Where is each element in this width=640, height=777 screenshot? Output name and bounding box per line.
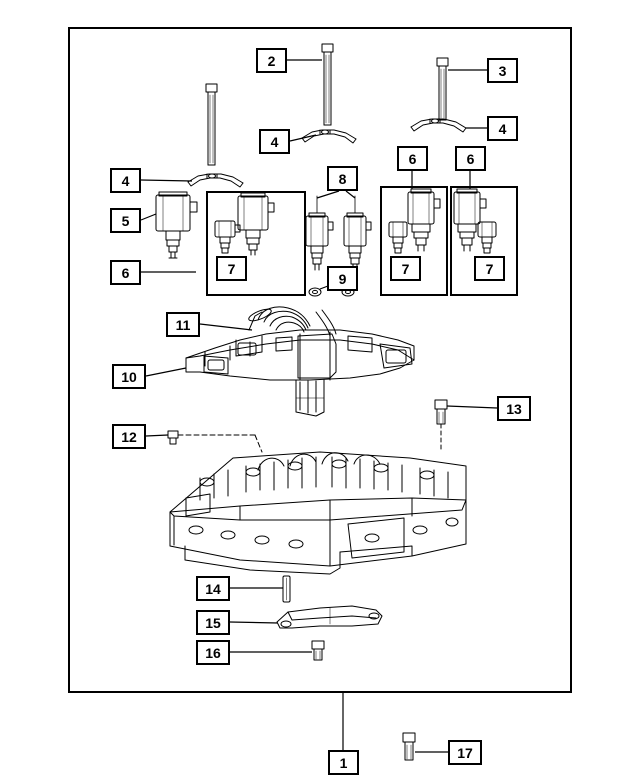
callout-label: 11 (175, 316, 191, 333)
callout-13[interactable] (497, 396, 531, 421)
callout-4a[interactable] (259, 129, 290, 154)
callout-17[interactable] (448, 740, 482, 765)
callout-label: 14 (205, 580, 221, 597)
callout-8[interactable] (327, 166, 358, 191)
callout-label: 12 (121, 428, 137, 445)
callout-label: 3 (498, 62, 507, 79)
part-bolt-17 (403, 733, 415, 760)
callout-label: 10 (121, 368, 137, 385)
callout-3[interactable] (487, 58, 518, 83)
callout-label: 6 (121, 264, 130, 281)
callout-label: 15 (205, 614, 221, 631)
callout-9[interactable] (327, 266, 358, 291)
callout-14[interactable] (196, 576, 230, 601)
callout-label: 4 (270, 133, 279, 150)
callout-label: 13 (506, 400, 522, 417)
callout-1[interactable] (328, 750, 359, 775)
callout-label: 4 (498, 120, 507, 137)
callout-label: 8 (338, 170, 347, 187)
callout-15[interactable] (196, 610, 230, 635)
callout-label: 4 (121, 172, 130, 189)
callout-7c[interactable] (474, 256, 505, 281)
callout-16[interactable] (196, 640, 230, 665)
callout-7a[interactable] (216, 256, 247, 281)
callout-11[interactable] (166, 312, 200, 337)
callout-label: 7 (401, 260, 410, 277)
callout-6c[interactable] (110, 260, 141, 285)
callout-label: 17 (457, 744, 473, 761)
callout-10[interactable] (112, 364, 146, 389)
callout-label: 7 (485, 260, 494, 277)
callout-12[interactable] (112, 424, 146, 449)
callout-label: 5 (121, 212, 130, 229)
callout-4c[interactable] (110, 168, 141, 193)
callout-label: 6 (466, 150, 475, 167)
callout-label: 7 (227, 260, 236, 277)
callout-4b[interactable] (487, 116, 518, 141)
callout-2[interactable] (256, 48, 287, 73)
callout-6b[interactable] (455, 146, 486, 171)
callout-label: 9 (338, 270, 347, 287)
callout-label: 6 (408, 150, 417, 167)
callout-label: 2 (267, 52, 276, 69)
callout-label: 1 (339, 754, 348, 771)
callout-label: 16 (205, 644, 221, 661)
callout-7b[interactable] (390, 256, 421, 281)
callout-6a[interactable] (397, 146, 428, 171)
callout-5[interactable] (110, 208, 141, 233)
